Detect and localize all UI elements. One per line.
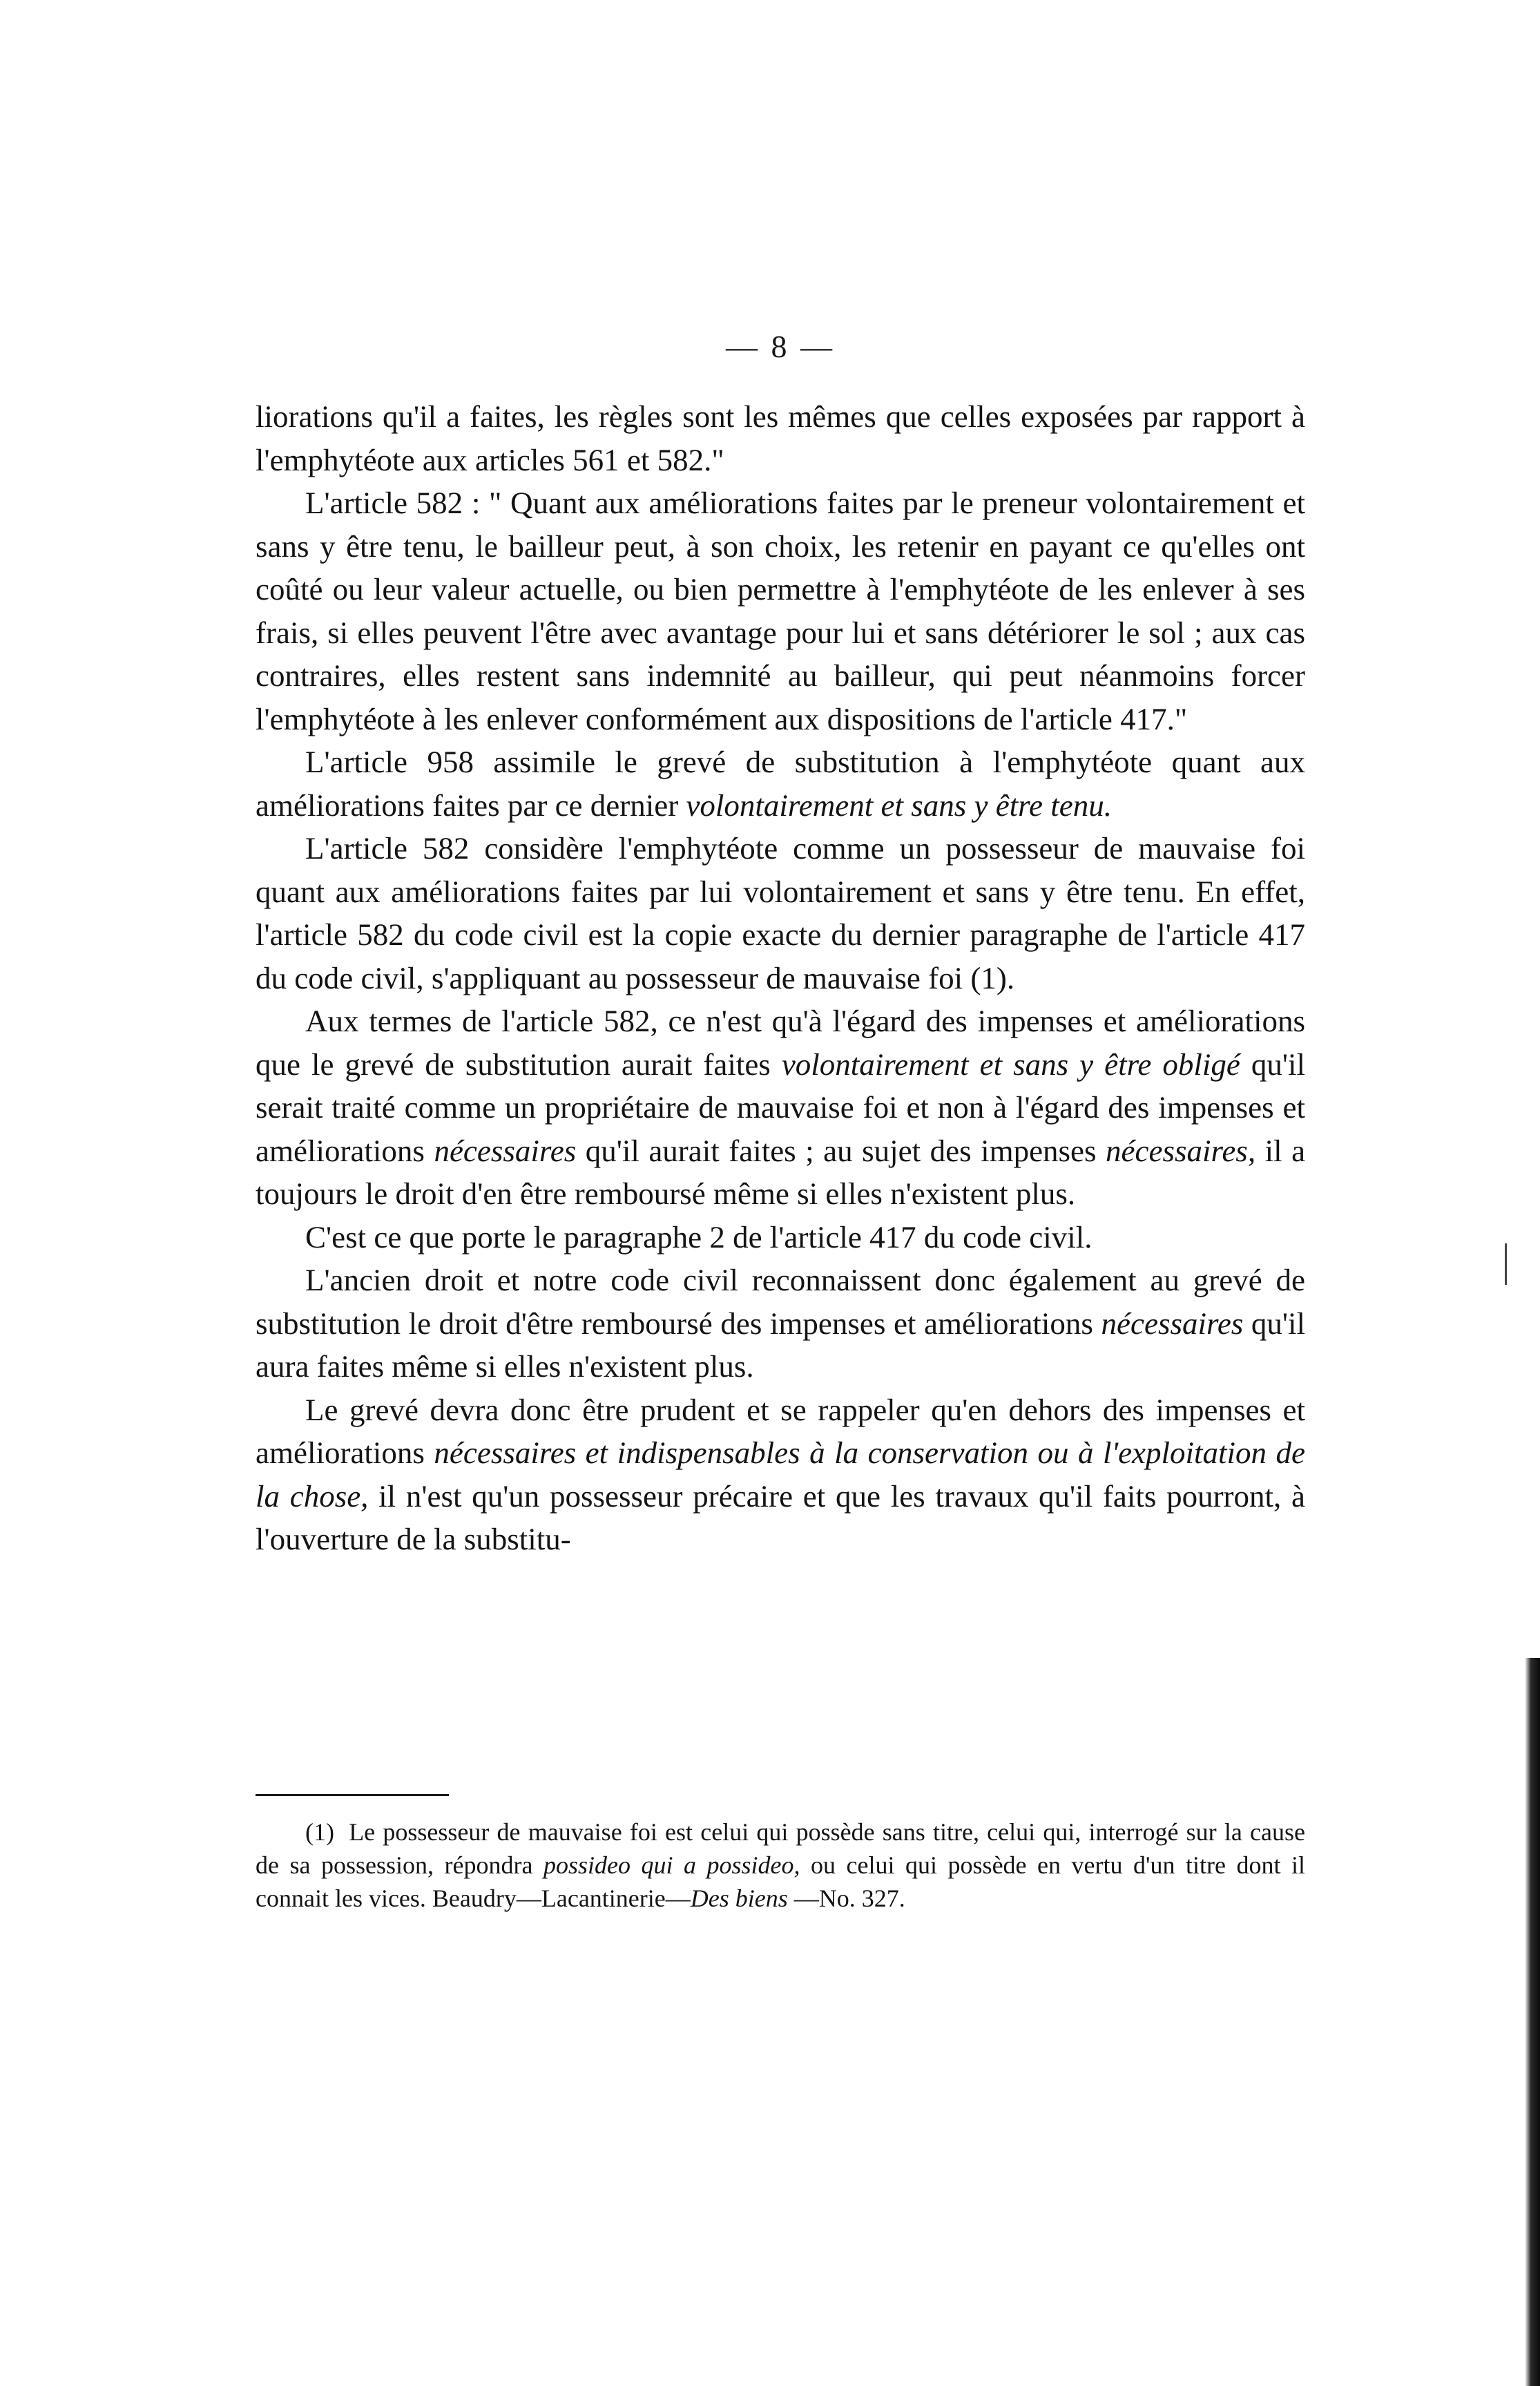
footnote-text-a: Le possesseur de mauvaise foi est celui qui possède sans titre, celui qui, interrogé sur la cause de sa possession, répondra [256, 1818, 1305, 1879]
paragraph-7 [256, 1259, 1305, 1388]
scan-speck [1505, 1243, 1507, 1285]
footnote [256, 1815, 1305, 1915]
page-number: — 8 — [726, 329, 835, 364]
body-text [256, 395, 1305, 1561]
paragraph-1-text: liorations qu'il a faites, les règles sont les mêmes que celles exposées par rapport à l'emphytéote aux articles 561 et 582." [256, 399, 1305, 477]
paragraph-6-text: C'est ce que porte le paragraphe 2 de l'article 417 du code civil. [305, 1219, 1093, 1254]
paragraph-5-emphasis-1: volontairement et sans y être obligé [781, 1047, 1240, 1082]
paragraph-3-text: L'article 958 assimile le grevé de substitution à l'emphytéote quant aux améliorations faites par ce dernier [256, 745, 1305, 823]
scan-binding-edge [1525, 1658, 1540, 2386]
paragraph-5-text-d: il a toujours le droit d'en être remboursé même si elles n'existent plus. [256, 1133, 1306, 1211]
footnote-emphasis-1: possideo qui a possideo, [543, 1851, 800, 1879]
paragraph-6 [256, 1216, 1305, 1259]
paragraph-8-emphasis: nécessaires et indispensables à la conservation ou à l'exploitation de la chose, [256, 1435, 1306, 1514]
paragraph-7-text-a: L'ancien droit et notre code civil reconnaissent donc également au grevé de substitution le droit d'être remboursé des impenses et améliorations [256, 1263, 1305, 1341]
paragraph-3 [256, 741, 1305, 827]
paragraph-3-emphasis: volontairement et sans y être tenu. [686, 788, 1112, 823]
paragraph-5-emphasis-3: nécessaires, [1106, 1133, 1256, 1168]
footnote-emphasis-2: Des biens [690, 1884, 788, 1912]
paragraph-7-emphasis: nécessaires [1101, 1306, 1244, 1341]
paragraph-2-text: L'article 582 : " Quant aux améliorations faites par le preneur volontairement et sans y être tenu, le bailleur peut, à son choix, les retenir en payant ce qu'elles ont coûté ou leur valeur actuelle, ou bien permettre à l'emphytéote de les enlever à ses frais, si elles peuvent l'être avec avantage pour lui et sans détériorer le sol ; aux cas contraires, elles restent sans indemnité au bailleur, qui peut néanmoins forcer l'emphytéote à les enlever conformément aux dispositions de l'article 417." [256, 486, 1305, 736]
paragraph-7-text-b: qu'il aura faites même si elles n'existent plus. [256, 1306, 1306, 1384]
paragraph-5-text-c: qu'il aurait faites ; au sujet des impenses [585, 1133, 1097, 1168]
paragraph-5 [256, 1000, 1305, 1216]
paragraph-5-text-b: qu'il serait traité comme un propriétaire de mauvaise foi et non à l'égard des impenses et améliorations [256, 1047, 1306, 1168]
paragraph-5-text-a: Aux termes de l'article 582, ce n'est qu'à l'égard des impenses et améliorations que le grevé de substitution aurait faites [256, 1004, 1305, 1082]
paragraph-8 [256, 1388, 1305, 1561]
paragraph-5-emphasis-2: nécessaires [434, 1133, 577, 1168]
paragraph-4 [256, 827, 1305, 1000]
footnote-paragraph [256, 1815, 1305, 1915]
footnote-text-c: —No. 327. [793, 1884, 905, 1912]
paragraph-2 [256, 481, 1305, 741]
footnote-divider [256, 1794, 449, 1796]
paragraph-1 [256, 395, 1305, 481]
footnote-text-b: ou celui qui possède en vertu d'un titre dont il connait les vices. Beaudry—Lacantinerie— [256, 1851, 1306, 1912]
paragraph-4-text: L'article 582 considère l'emphytéote comme un possesseur de mauvaise foi quant aux améliorations faites par lui volontairement et sans y être tenu. En effet, l'article 582 du code civil est la copie exacte du dernier paragraphe de l'article 417 du code civil, s'appliquant au possesseur de mauvaise foi (1). [256, 831, 1305, 995]
paragraph-8-text-b: il n'est qu'un possesseur précaire et que les travaux qu'il faits pourront, à l'ouverture de la substitu- [256, 1478, 1305, 1556]
footnote-mark: (1) [305, 1818, 334, 1846]
paragraph-8-text-a: Le grevé devra donc être prudent et se rappeler qu'en dehors des impenses et améliorations [256, 1392, 1305, 1470]
